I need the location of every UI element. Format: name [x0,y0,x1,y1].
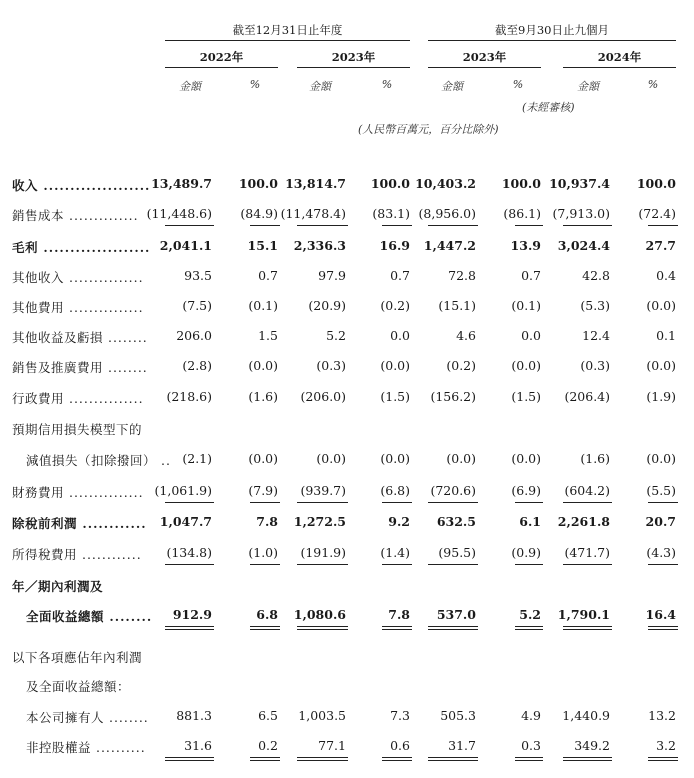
leader-dots: ........ [104,710,149,725]
row-label [12,483,144,501]
subtotal-rule [648,225,678,226]
percent-cell: (1.4) [380,545,410,560]
year-rule-2023-interim [428,67,541,68]
amount-header: 金額 [577,80,599,93]
amount-cell: 505.3 [440,708,476,723]
amount-cell: (1,061.9) [154,483,212,498]
amount-cell: 31.6 [184,738,212,753]
amount-cell: (720.6) [430,483,476,498]
percent-cell: 0.0 [390,328,410,343]
leader-dots: .......... [91,740,146,755]
amount-cell: 1,003.5 [298,708,346,723]
subtotal-rule [382,225,412,226]
amount-cell: 31.7 [448,738,476,753]
percent-cell: 20.7 [645,514,676,529]
row-label [12,328,148,346]
percent-cell: 13.2 [648,708,676,723]
percent-cell: 7.3 [390,708,410,723]
total-double-rule [297,626,348,627]
total-double-rule [563,629,612,630]
total-double-rule [428,760,478,761]
amount-cell: 10,937.4 [549,176,610,191]
percent-cell: 16.9 [379,238,410,253]
row-label-text: 預期信用損失模型下的 [12,422,143,437]
pct-header: % [249,78,261,91]
row-label [12,514,147,532]
percent-cell: 0.1 [656,328,676,343]
row-label [12,176,150,194]
amount-cell: 206.0 [176,328,212,343]
percent-cell: 0.4 [656,268,676,283]
subtotal-rule [250,564,280,565]
row-label [12,358,148,376]
total-double-rule [515,757,543,758]
amount-cell: 10,403.2 [415,176,476,191]
amount-cell: 77.1 [318,738,346,753]
row-label-text: 所得稅費用 [12,547,78,562]
subtotal-rule [563,564,612,565]
percent-cell: 100.0 [238,176,278,191]
year-header-2023-interim: 2023年 [462,50,507,64]
percent-cell: 6.5 [258,708,278,723]
row-label [12,268,144,286]
percent-cell: (1.9) [646,389,676,404]
percent-cell: 0.7 [390,268,410,283]
total-double-rule [563,757,612,758]
leader-dots: .................... [38,178,151,193]
percent-cell: (1.0) [248,545,278,560]
subtotal-rule [428,502,478,503]
percent-cell: 7.8 [388,607,410,622]
row-label-text: 其他費用 [12,300,65,315]
percent-cell: 100.0 [501,176,541,191]
percent-cell: (5.5) [646,483,676,498]
subtotal-rule [563,502,612,503]
unit-note: (人民幣百萬元，百分比除外) [358,123,499,136]
amount-cell: (604.2) [564,483,610,498]
amount-cell: (5.3) [580,298,610,313]
percent-cell: (6.8) [380,483,410,498]
total-double-rule [382,760,412,761]
total-double-rule [297,760,348,761]
amount-cell: 5.2 [326,328,346,343]
leader-dots: ............... [64,485,144,500]
row-label [12,648,142,666]
amount-cell: 1,047.7 [159,514,212,529]
amount-cell: 1,790.1 [557,607,610,622]
leader-dots: .................... [38,240,151,255]
row-label-text: 年／期內利潤及 [12,579,104,594]
total-double-rule [515,760,543,761]
pct-header: % [512,78,524,91]
total-double-rule [648,626,678,627]
percent-cell: (84.9) [240,206,278,221]
percent-cell: (0.0) [511,358,541,373]
year-rule-2024 [563,67,676,68]
total-double-rule [428,629,478,630]
amount-cell: (15.1) [438,298,476,313]
percent-cell: 6.8 [256,607,278,622]
percent-cell: 16.4 [645,607,676,622]
percent-cell: 5.2 [519,607,541,622]
percent-cell: 0.2 [258,738,278,753]
leader-dots: .. [156,453,171,468]
amount-cell: (0.3) [580,358,610,373]
amount-cell: (11,448.6) [146,206,212,221]
row-label [26,677,130,695]
percent-cell: 100.0 [370,176,410,191]
total-double-rule [648,760,678,761]
pct-header: % [647,78,659,91]
amount-cell: (2.1) [182,451,212,466]
percent-cell: (0.0) [380,451,410,466]
amount-cell: 97.9 [318,268,346,283]
row-label [12,238,150,256]
total-double-rule [250,629,280,630]
amount-cell: 349.2 [574,738,610,753]
leader-dots: ............... [64,300,144,315]
row-label-text: 其他收入 [12,270,65,285]
subtotal-rule [165,225,214,226]
row-label-text: 全面收益總額 [26,609,105,624]
percent-cell: (0.0) [646,358,676,373]
percent-cell: (0.1) [511,298,541,313]
subtotal-rule [297,502,348,503]
percent-cell: 0.7 [521,268,541,283]
amount-cell: (20.9) [308,298,346,313]
subtotal-rule [250,225,280,226]
row-label [12,298,144,316]
subtotal-rule [563,225,612,226]
subtotal-rule [515,502,543,503]
percent-cell: 9.2 [388,514,410,529]
percent-cell: 7.8 [256,514,278,529]
row-label-text: 收入 [12,178,39,193]
row-label [12,545,142,563]
row-label [12,420,142,438]
year-header-2023-annual: 2023年 [331,50,376,64]
total-double-rule [382,629,412,630]
total-double-rule [250,626,280,627]
percent-cell: 0.7 [258,268,278,283]
total-double-rule [297,757,348,758]
row-label-text: 行政費用 [12,391,65,406]
row-label-text: 銷售成本 [12,208,65,223]
row-label [12,577,103,595]
percent-cell: (86.1) [503,206,541,221]
percent-cell: (0.1) [248,298,278,313]
subtotal-rule [648,502,678,503]
amount-cell: (0.0) [446,451,476,466]
total-double-rule [165,626,214,627]
subtotal-rule [297,225,348,226]
period-header-annual: 截至12月31日止年度 [232,23,343,37]
amount-header: 金額 [309,80,331,93]
percent-cell: 100.0 [636,176,676,191]
amount-cell: (191.9) [300,545,346,560]
leader-dots: ........ [104,609,153,624]
leader-dots: ............... [64,391,144,406]
amount-cell: 1,272.5 [293,514,346,529]
subtotal-rule [515,564,543,565]
amount-cell: 881.3 [176,708,212,723]
amount-cell: 1,440.9 [562,708,610,723]
total-double-rule [428,757,478,758]
amount-cell: (0.3) [316,358,346,373]
period-rule-interim [428,40,676,41]
percent-cell: (0.0) [248,451,278,466]
amount-header: 金額 [179,80,201,93]
percent-cell: (0.0) [646,298,676,313]
amount-cell: (206.4) [564,389,610,404]
row-label-text: 毛利 [12,240,39,255]
row-label-text: 銷售及推廣費用 [12,360,104,375]
row-label-text: 財務費用 [12,485,65,500]
subtotal-rule [165,564,214,565]
percent-cell: 15.1 [247,238,278,253]
amount-cell: 2,261.8 [557,514,610,529]
amount-cell: 3,024.4 [557,238,610,253]
amount-cell: 13,814.7 [285,176,346,191]
leader-dots: ........ [103,360,148,375]
row-label-text: 除稅前利潤 [12,516,78,531]
total-double-rule [165,760,214,761]
subtotal-rule [165,502,214,503]
row-label-text: 其他收益及虧損 [12,330,104,345]
subtotal-rule [382,502,412,503]
percent-cell: 6.1 [519,514,541,529]
amount-cell: (2.8) [182,358,212,373]
percent-cell: (1.6) [248,389,278,404]
row-label [26,708,149,726]
row-label [26,738,146,756]
amount-cell: (7.5) [182,298,212,313]
percent-cell: 4.9 [521,708,541,723]
amount-cell: (8,956.0) [418,206,476,221]
subtotal-rule [648,564,678,565]
total-double-rule [648,757,678,758]
amount-cell: (1.6) [580,451,610,466]
total-double-rule [563,760,612,761]
amount-cell: 2,041.1 [159,238,212,253]
total-double-rule [563,626,612,627]
year-rule-2022 [165,67,278,68]
amount-cell: (95.5) [438,545,476,560]
percent-cell: 0.0 [521,328,541,343]
row-label-text: 及全面收益總額： [26,679,131,694]
amount-cell: 537.0 [436,607,476,622]
percent-cell: (0.0) [380,358,410,373]
percent-cell: (83.1) [372,206,410,221]
amount-cell: 93.5 [184,268,212,283]
amount-cell: (134.8) [166,545,212,560]
row-label-text: 本公司擁有人 [26,710,105,725]
row-label-text: 非控股權益 [26,740,92,755]
percent-cell: (0.0) [646,451,676,466]
total-double-rule [382,757,412,758]
total-double-rule [428,626,478,627]
percent-cell: 1.5 [258,328,278,343]
percent-cell: (0.2) [380,298,410,313]
subtotal-rule [428,225,478,226]
amount-cell: (0.2) [446,358,476,373]
leader-dots: ............... [64,270,144,285]
pct-header: % [381,78,393,91]
unaudited-note: (未經審核) [522,101,575,114]
amount-cell: 72.8 [448,268,476,283]
amount-cell: 13,489.7 [151,176,212,191]
row-label [12,389,144,407]
amount-cell: 1,080.6 [293,607,346,622]
leader-dots: ........ [103,330,148,345]
leader-dots: ............ [77,516,147,531]
total-double-rule [648,629,678,630]
year-header-2024: 2024年 [597,50,642,64]
row-label [12,206,139,224]
amount-cell: (471.7) [564,545,610,560]
total-double-rule [165,629,214,630]
amount-cell: (0.0) [316,451,346,466]
year-rule-2023-annual [297,67,410,68]
amount-cell: 4.6 [456,328,476,343]
percent-cell: (0.9) [511,545,541,560]
percent-cell: (0.0) [248,358,278,373]
amount-cell: (218.6) [166,389,212,404]
subtotal-rule [515,225,543,226]
row-label-text: 以下各項應佔年內利潤 [12,650,143,665]
percent-cell: (0.0) [511,451,541,466]
percent-cell: 0.3 [521,738,541,753]
amount-cell: 912.9 [172,607,212,622]
total-double-rule [165,757,214,758]
amount-cell: 2,336.3 [293,238,346,253]
amount-header: 金額 [441,80,463,93]
total-double-rule [515,629,543,630]
period-rule-annual [165,40,410,41]
percent-cell: 3.2 [656,738,676,753]
total-double-rule [250,760,280,761]
percent-cell: 27.7 [645,238,676,253]
subtotal-rule [428,564,478,565]
amount-cell: (7,913.0) [552,206,610,221]
subtotal-rule [297,564,348,565]
year-header-2022: 2022年 [199,50,244,64]
percent-cell: (4.3) [646,545,676,560]
amount-cell: (939.7) [300,483,346,498]
subtotal-rule [382,564,412,565]
total-double-rule [297,629,348,630]
percent-cell: (7.9) [248,483,278,498]
percent-cell: 13.9 [510,238,541,253]
leader-dots: ............ [77,547,142,562]
percent-cell: (1.5) [380,389,410,404]
total-double-rule [382,626,412,627]
percent-cell: 0.6 [390,738,410,753]
leader-dots: .............. [64,208,139,223]
amount-cell: 632.5 [436,514,476,529]
amount-cell: 12.4 [582,328,610,343]
amount-cell: 1,447.2 [423,238,476,253]
percent-cell: (72.4) [638,206,676,221]
percent-cell: (1.5) [511,389,541,404]
row-label-text: 減值損失（扣除撥回） [26,453,157,468]
amount-cell: (156.2) [430,389,476,404]
amount-cell: (206.0) [300,389,346,404]
total-double-rule [250,757,280,758]
period-header-interim: 截至9月30日止九個月 [495,23,609,37]
subtotal-rule [250,502,280,503]
amount-cell: (11,478.4) [280,206,346,221]
total-double-rule [515,626,543,627]
amount-cell: 42.8 [582,268,610,283]
percent-cell: (6.9) [511,483,541,498]
